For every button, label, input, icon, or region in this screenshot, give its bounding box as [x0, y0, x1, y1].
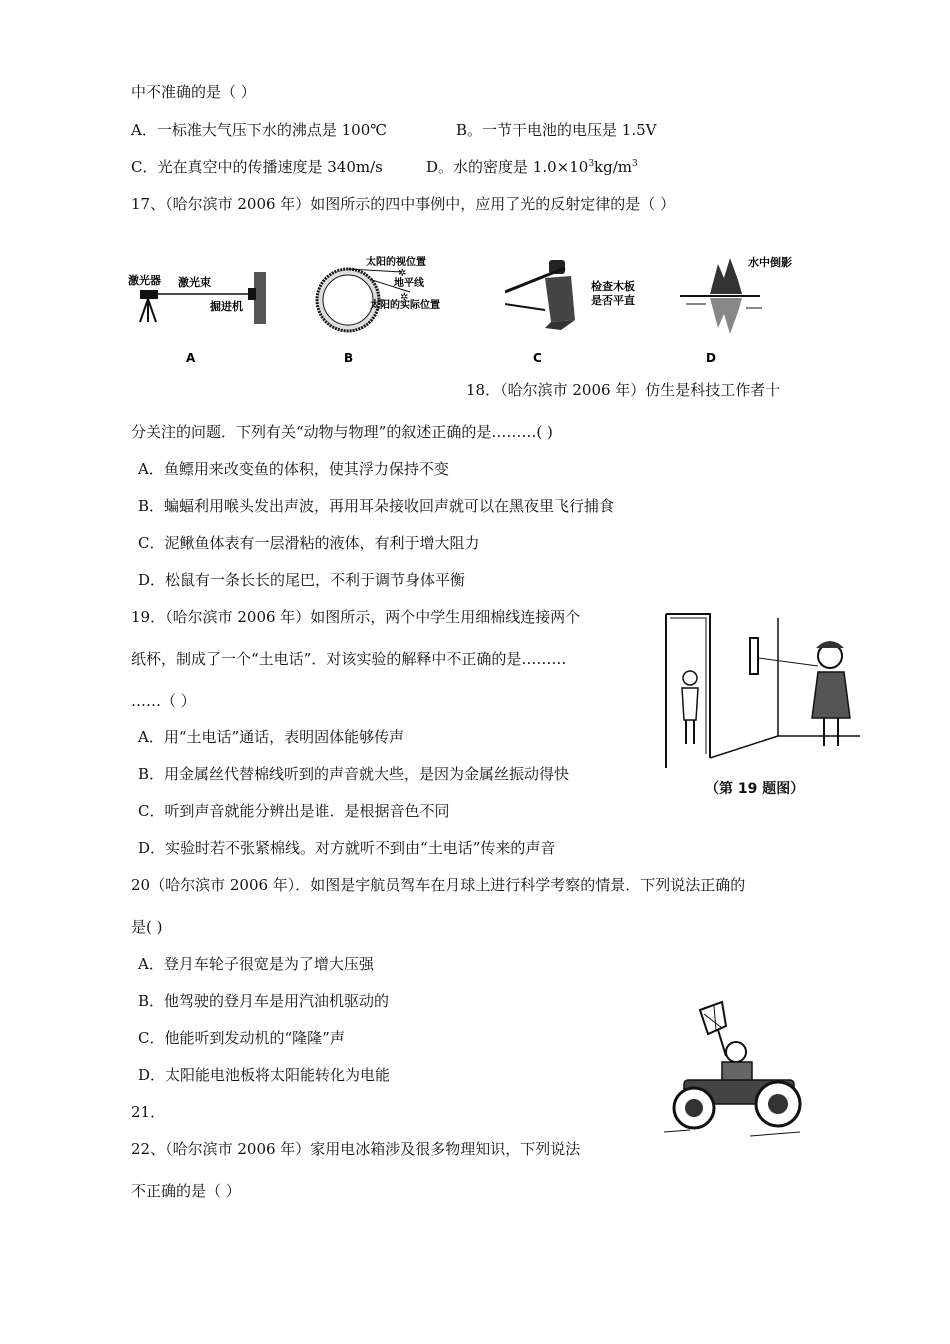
svg-text:✲: ✲	[398, 268, 407, 279]
apparent-position-label: 太阳的视位置	[366, 257, 426, 268]
figure-d-letter: D	[706, 351, 716, 365]
q19-stem-line3: ……（ ）	[131, 692, 196, 710]
figure-c-letter: C	[533, 351, 542, 365]
q20-option-c: C．他能听到发动机的“隆隆”声	[138, 1029, 345, 1047]
q19-stem-line2: 纸杯，制成了一个“土电话”．对该实验的解释中不正确的是………	[131, 650, 567, 668]
q16-option-d: D。水的密度是 $1.0\times 10^3kg/m^3$	[426, 158, 638, 176]
q18-stem-line2: 分关注的问题．下列有关“动物与物理”的叙述正确的是………( )	[131, 423, 553, 441]
q18-stem-line1: 18．（哈尔滨市 2006 年）仿生是科技工作者十	[466, 381, 781, 399]
q17-figure-a	[128, 258, 278, 368]
check-board-label-1: 检查木板	[591, 280, 635, 293]
q18-option-d: D．松鼠有一条长长的尾巴，不利于调节身体平衡	[138, 571, 466, 589]
water-reflection-label: 水中倒影	[748, 256, 792, 269]
q22-stem-line1: 22、（哈尔滨市 2006 年）家用电冰箱涉及很多物理知识，下列说法	[131, 1140, 581, 1158]
beam-label: 激光束	[178, 276, 211, 289]
q16-option-a: A．一标准大气压下水的沸点是 100℃	[131, 121, 388, 139]
q19-option-b: B．用金属丝代替棉线听到的声音就大些，是因为金属丝振动得快	[138, 765, 570, 783]
q19-figure-caption: （第 19 题图）	[705, 781, 805, 797]
q20-stem-line2: 是( )	[131, 918, 163, 936]
q18-option-a: A．鱼鳔用来改变鱼的体积，使其浮力保持不变	[138, 460, 449, 478]
q21-stem: 21．	[131, 1103, 166, 1121]
check-board-label-2: 是否平直	[591, 294, 635, 307]
horizon-label: 地平线	[394, 278, 424, 289]
svg-text:✲: ✲	[400, 292, 409, 303]
q19-option-a: A．用“土电话”通话，表明固体能够传声	[138, 728, 405, 746]
q18-option-c: C．泥鳅鱼体表有一层滑粘的液体，有利于增大阻力	[138, 534, 480, 552]
q22-stem-line2: 不正确的是（ ）	[131, 1182, 241, 1200]
q20-option-a: A．登月车轮子很宽是为了增大压强	[138, 955, 374, 973]
q20-figure	[660, 1000, 820, 1145]
actual-position-label: 太阳的实际位置	[370, 300, 440, 311]
q20-option-d: D．太阳能电池板将太阳能转化为电能	[138, 1066, 391, 1084]
q20-option-b: B．他驾驶的登月车是用汽油机驱动的	[138, 992, 390, 1010]
q16-stem-tail: 中不准确的是（ ）	[131, 83, 256, 101]
q18-option-b: B．蝙蝠利用喉头发出声波，再用耳朵接收回声就可以在黑夜里飞行捕食	[138, 497, 615, 515]
q19-figure	[660, 608, 870, 773]
q19-option-d: D．实验时若不张紧棉线。对方就听不到由“土电话”传来的声音	[138, 839, 556, 857]
q19-option-c: C．听到声音就能分辨出是谁．是根据音色不同	[138, 802, 450, 820]
q17-stem: 17、（哈尔滨市 2006 年）如图所示的四中事例中，应用了光的反射定律的是（ ）	[131, 195, 676, 213]
q17-figure-c	[505, 250, 655, 368]
q19-stem-line1: 19．（哈尔滨市 2006 年）如图所示，两个中学生用细棉线连接两个	[131, 608, 581, 626]
q17-figure-b	[310, 250, 460, 368]
q17-figure-d	[680, 250, 820, 368]
q16-option-c: C．光在真空中的传播速度是 340m/s	[131, 158, 383, 176]
figure-b-letter: B	[344, 351, 354, 365]
figure-a-letter: A	[186, 351, 196, 365]
q20-stem-line1: 20（哈尔滨市 2006 年）．如图是宇航员驾车在月球上进行科学考察的情景．下列说法正确的	[131, 876, 746, 894]
machine-label: 掘进机	[210, 300, 243, 313]
q16-option-b: B。一节干电池的电压是 1.5V	[456, 121, 657, 139]
laser-label: 激光器	[128, 274, 161, 287]
